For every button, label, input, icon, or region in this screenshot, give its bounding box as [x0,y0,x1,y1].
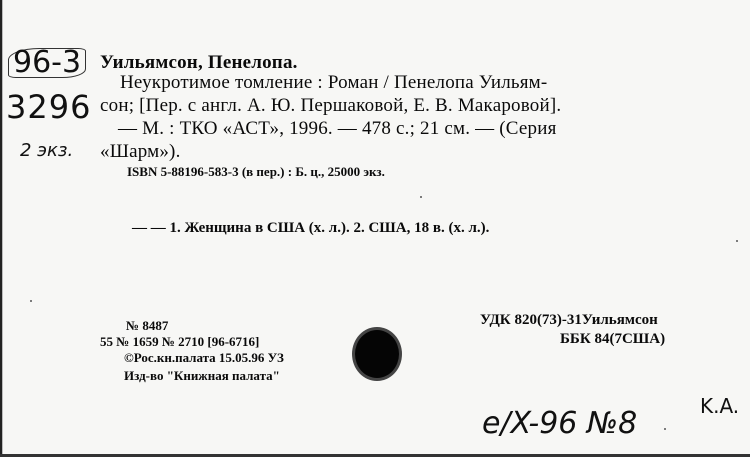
handwritten-call-number: 96-3 [8,48,86,78]
handwritten-date-note: e/X-96 №8 [482,406,638,441]
handwritten-inventory-number: 3296 [6,88,92,126]
title-line-2: сон; [Пер. с англ. А. Ю. Першаковой, Е. В. Макаровой]. [100,95,562,116]
registry-publisher: Изд-во "Книжная палата" [124,368,280,383]
bbk-code: ББК 84(7США) [560,331,666,347]
handwritten-initials: K.A. [700,394,740,418]
udk-code: УДК 820(73)-31Уильямсон [480,312,658,328]
scan-speck [420,196,422,198]
title-line-3: — М. : ТКО «АСТ», 1996. — 478 с.; 21 см. — (Серия [118,118,557,139]
subject-headings: — — 1. Женщина в США (х. л.). 2. США, 18 в. (х. л.). [132,220,490,236]
author-heading: Уильямсон, Пенелопа. [100,52,298,73]
registry-chamber-stamp: ©Рос.кн.палата 15.05.96 УЗ [124,350,284,365]
scan-speck [30,300,32,302]
title-line-1: Неукротимое томление : Роман / Пенелопа Уильям- [120,72,548,93]
punch-hole [355,330,399,378]
card-left-edge [0,0,6,457]
handwritten-copies: 2 экз. [20,140,74,161]
registry-number: № 8487 [126,318,169,333]
registry-codes: 55 № 1659 № 2710 [96-6716] [100,334,260,349]
title-line-4: «Шарм»). [100,141,181,162]
scan-speck [736,240,738,242]
isbn-line: ISBN 5-88196-583-3 (в пер.) : Б. ц., 25000 экз. [127,164,385,179]
scan-speck [664,428,666,430]
